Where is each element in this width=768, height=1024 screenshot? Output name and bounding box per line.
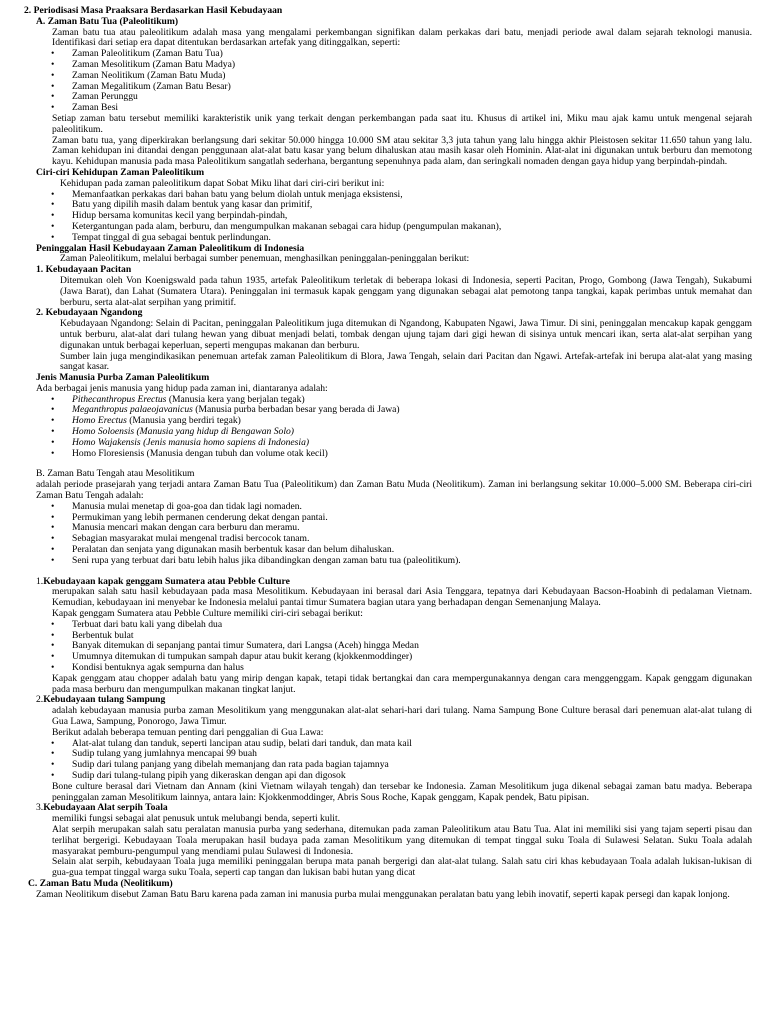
paragraph: Kapak genggam atau chopper adalah batu yang mirip dengan kapak, tetapi tidak bertangkai dan cara mempergunakannya dengan cara menggenggam. Kapak genggam digunakan pada masa berburu dan mengumpulkan makanan tingkat lanjut. (52, 672, 752, 695)
jenis-list (24, 395, 752, 460)
species-name: Homo Erectus (72, 415, 127, 427)
list-item: • Sudip dari tulang-tulang pipih yang dikeraskan dengan api dan digosok (72, 771, 752, 782)
list-item: • Umumnya ditemukan di tumpukan sampah dapur atau bukit kerang (kjokkenmoddinger) (72, 652, 752, 663)
list-item: • Ketergantungan pada alam, berburu, dan mengumpulkan makanan sebagai cara hidup (pengumpulan makanan), (72, 222, 752, 233)
list-item: • Kondisi bentuknya agak sempurna dan halus (72, 663, 752, 674)
list-item: • Tempat tinggal di gua sebagai bentuk perlindungan. (72, 233, 752, 244)
list-item: • Manusia mulai menetap di goa-goa dan tidak lagi nomaden. (72, 502, 752, 513)
section-title: 2. Periodisasi Masa Praaksara Berdasarkan Hasil Kebudayaan (24, 5, 283, 16)
heading-text: Kebudayaan Alat serpih Toala (43, 802, 168, 814)
species-desc: (Manusia purba berbadan besar yang berada di Jawa) (192, 404, 400, 416)
heading-jenis-manusia: Jenis Manusia Purba Zaman Paleolitikum (36, 372, 210, 384)
list-item: • Manusia mencari makan dengan cara berburu dan meramu. (72, 523, 752, 534)
list-item: • Zaman Megalitikum (Zaman Batu Besar) (72, 82, 752, 93)
sampung-list (24, 739, 752, 782)
paragraph: merupakan salah satu hasil kebudayaan pada masa Mesolitikum. Kebudayaan ini berasal dari Asia Tenggara, tepatnya dari Kebudayaan Bacson-Hoabinh di pedalaman Vietnam. Kemudian, kebudayaan ini menyebar ke Indonesia melalui pantai timur Sumatera bagian utara yang berhadapan dengan Semenanjung Malaya. (52, 586, 752, 609)
species-desc: (Manusia kera yang berjalan tegak) (166, 393, 305, 405)
list-item: • Zaman Mesolitikum (Zaman Batu Madya) (72, 60, 752, 71)
heading-text: Kebudayaan kapak genggam Sumatera atau Pebble Culture (43, 575, 290, 587)
heading-ngandong: 2. Kebudayaan Ngandong (36, 307, 143, 319)
list-item: • Terbuat dari batu kali yang dibelah dua (72, 620, 752, 631)
list-item: • Berbentuk bulat (72, 631, 752, 642)
pebble-ciri-list (24, 620, 752, 674)
species-desc: (Manusia dengan tubuh dan volume otak kecil) (144, 447, 328, 459)
paragraph: Kehidupan pada zaman paleolitikum dapat Sobat Miku lihat dari ciri-ciri berikut ini: (60, 177, 385, 189)
subsection-a-title: A. Zaman Batu Tua (Paleolitikum) (36, 15, 179, 27)
list-item: • Sudip tulang yang jumlahnya mencapai 99 buah (72, 749, 752, 760)
list-item: • Zaman Neolitikum (Zaman Batu Muda) (72, 71, 752, 82)
era-list (24, 49, 752, 114)
list-item: • Permukiman yang lebih permanen cenderung dekat dengan pantai. (72, 513, 752, 524)
list-item: • Sebagian masyarakat mulai mengenal tradisi bercocok tanam. (72, 534, 752, 545)
species-desc: (Manusia yang berdiri tegak) (126, 415, 241, 427)
paragraph: Zaman Neolitikum disebut Zaman Batu Baru karena pada zaman ini manusia purba mulai menggunakan peralatan batu yang lebih inovatif, seperti kapak persegi dan kapak lonjong. (36, 888, 730, 900)
species-name: Homo Soloensis (72, 426, 135, 438)
list-item: • Zaman Perunggu (72, 92, 752, 103)
species-name: Pithecanthropus Erectus (72, 393, 167, 405)
item-number: 1. (36, 575, 44, 587)
list-item: • Zaman Paleolitikum (Zaman Batu Tua) (72, 49, 752, 60)
paragraph: adalah kebudayaan manusia purba zaman Mesolitikum yang menggunakan alat-alat sehari-hari dari tulang. Nama Sampung Bone Culture berasal dari penemuan alat-alat tulang di Gua Lawa, Sampung, Ponorogo, Jawa Timur. (52, 705, 752, 727)
list-item: • Banyak ditemukan di sepanjang pantai timur Sumatera, dari Langsa (Aceh) hingga Medan (72, 641, 752, 652)
heading-ciri-paleolitikum: Ciri-ciri Kehidupan Zaman Paleolitikum (36, 166, 205, 178)
list-item: • Seni rupa yang terbuat dari batu lebih halus jika dibandingkan dengan zaman batu tua (paleolitikum). (72, 556, 752, 567)
item-number: 2. (36, 694, 44, 706)
heading-text: Kebudayaan tulang Sampung (43, 694, 166, 706)
list-item: • Hidup bersama komunitas kecil yang berpindah-pindah, (72, 211, 752, 222)
species-desc: (Jenis manusia homo sapiens di Indonesia) (140, 436, 310, 448)
heading-peninggalan: Peninggalan Hasil Kebudayaan Zaman Paleolitikum di Indonesia (36, 242, 305, 254)
item-number: 3. (36, 802, 44, 814)
paragraph: Zaman batu tua atau paleolitikum adalah masa yang mengalami perkembangan signifikan dalam perkakas dari batu, menjadi periode awal dalam sejarah teknologi manusia. Identifikasi dari setiap era dapat ditentukan berdasarkan artefak yang ditinggalkan, seperti: (52, 26, 752, 49)
heading-pacitan: 1. Kebudayaan Pacitan (36, 264, 132, 276)
subsection-c-title: C. Zaman Batu Muda (Neolitikum) (28, 877, 173, 889)
paragraph: Sumber lain juga mengindikasikan penemuan artefak zaman Paleolitikum di Blora, Jawa Tengah, selain dari Pacitan dan Ngawi. Artefak-artefak ini berupa alat-alat yang masing sangat kasar. (60, 350, 752, 373)
species-name: Homo Floresiensis (72, 447, 145, 459)
species-name: Homo Wajakensis (72, 436, 141, 448)
paragraph: Selain alat serpih, kebudayaan Toala juga memiliki peninggalan berupa mata panah bergerigi dan alat-alat tulang. Salah satu ciri khas kebudayaan Toala adalah lukisan-lukisan di gua-gua tempat tinggal warga suku Toala, seperti cap tangan dan lukisan babi hutan yang dicat (52, 856, 752, 879)
list-item: • Peralatan dan senjata yang digunakan masih berbentuk kasar dan belum dihaluskan. (72, 545, 752, 556)
ciri-mesolitikum-list (24, 502, 752, 567)
paragraph: Bone culture berasal dari Vietnam dan Annam (kini Vietnam wilayah tengah) dan tersebar ke Indonesia. Zaman Mesolitikum juga dikenal sebagai zaman batu madya. Beberapa peninggalan zaman Mesolitikum lainnya, antara lain: Kjokkenmoddinger, Abris Sous Roche, Kapak genggam, Kapak pendek, Batu pipisan. (52, 780, 752, 803)
paragraph: Zaman Paleolitikum, melalui berbagai sumber penemuan, menghasilkan peninggalan-peninggalan berikut: (60, 253, 470, 265)
paragraph: Ditemukan oleh Von Koenigswald pada tahun 1935, artefak Paleolitikum terletak di beberapa lokasi di Indonesia, seperti Pacitan, Progo, Gombong (Jawa Tengah), Sukabumi (Jawa Barat), dan Lahat (Sumatera Utara). Peninggalan ini termasuk kapak genggam yang digunakan sebagai alat pemotong tanpa tangkai, kapak perimbas untuk memahat dan berburu, serta alat-alat serpihan yang primitif. (60, 274, 752, 308)
list-item: • Alat-alat tulang dan tanduk, seperti lancipan atau sudip, belati dari tanduk, dan mata kail (72, 739, 752, 750)
paragraph: Setiap zaman batu tersebut memiliki karakteristik unik yang terkait dengan perkembangan pada saat itu. Khusus di artikel ini, Miku mau ajak kamu untuk mengenal sejarah paleolitikum. (52, 112, 752, 135)
list-item: • Batu yang dipilih masih dalam bentuk yang kasar dan primitif, (72, 200, 752, 211)
paragraph: Kebudayaan Ngandong: Selain di Pacitan, peninggalan Paleolitikum juga ditemukan di Ngandong, Kabupaten Ngawi, Jawa Timur. Di sini, peninggalan mencakup kapak genggam untuk berburu, alat-alat dari tulang hewan yang dibuat menjadi belati, tombak dengan ujung tajam dari gigi hewan di sisinya untuk mencari ikan, serta alat-alat serpihan yang digunakan untuk berbagai keperluan, seperti mengupas makanan dan berburu. (60, 318, 752, 351)
paragraph: Berikut adalah beberapa temuan penting dari penggalian di Gua Lawa: (52, 726, 324, 738)
paragraph: Alat serpih merupakan salah satu peralatan manusia purba yang sederhana, ditemukan pada zaman Paleolitikum atau Batu Tua. Alat ini memiliki sisi yang tajam seperti pisau dan terlihat bergerigi. Kebudayaan Toala merupakan hasil budaya pada zaman Mesolitikum yang ditemukan di tempat tinggal suku Toala di Sulawesi Selatan. Suku Toala adalah masyarakat pemburu-pengumpul yang mendiami pulau Sulawesi di Indonesia. (52, 823, 752, 857)
paragraph: Kapak genggam Sumatera atau Pebble Culture memiliki ciri-ciri sebagai berikut: (52, 608, 363, 620)
paragraph: adalah periode prasejarah yang terjadi antara Zaman Batu Tua (Paleolitikum) dan Zaman Batu Muda (Neolitikum). Zaman ini berlangsung sekitar 10.000–5.000 SM. Beberapa ciri-ciri Zaman Batu Tengah adalah: (36, 479, 752, 502)
subsection-b-title: B. Zaman Batu Tengah atau Mesolitikum (36, 468, 195, 480)
list-item: • Sudip dari tulang panjang yang dibelah memanjang dan rata pada bagian tajamnya (72, 760, 752, 771)
species-name: Meganthropus palaeojavanicus (72, 404, 193, 416)
paragraph: Zaman batu tua, yang diperkirakan berlangsung dari sekitar 50.000 hingga 10.000 SM atau sekitar 3,3 juta tahun yang lalu hingga akhir Pleistosen sekitar 11.650 tahun yang lalu. Zaman kehidupan ini ditandai dengan penggunaan alat-alat batu kasar yang belum dihaluskan atau masih kasar oleh Hominin. Alat-alat ini digunakan untuk berburu dan memotong kayu. Kehidupan manusia pada masa Paleolitikum sangatlah sederhana, bergantung sepenuhnya pada alam, dan seringkali nomaden dengan gaya hidup yang berpindah-pindah. (52, 134, 752, 168)
paragraph: memiliki fungsi sebagai alat penusuk untuk melubangi benda, seperti kulit. (52, 813, 341, 825)
ciri-list (24, 190, 752, 244)
list-item (72, 449, 752, 460)
species-desc: (Manusia yang hidup di Bengawan Solo) (134, 426, 294, 438)
paragraph: Ada berbagai jenis manusia yang hidup pada zaman ini, diantaranya adalah: (36, 382, 328, 394)
list-item: • Zaman Besi (72, 103, 752, 114)
list-item: • Memanfaatkan perkakas dari bahan batu yang belum diolah untuk menjaga eksistensi, (72, 190, 752, 201)
